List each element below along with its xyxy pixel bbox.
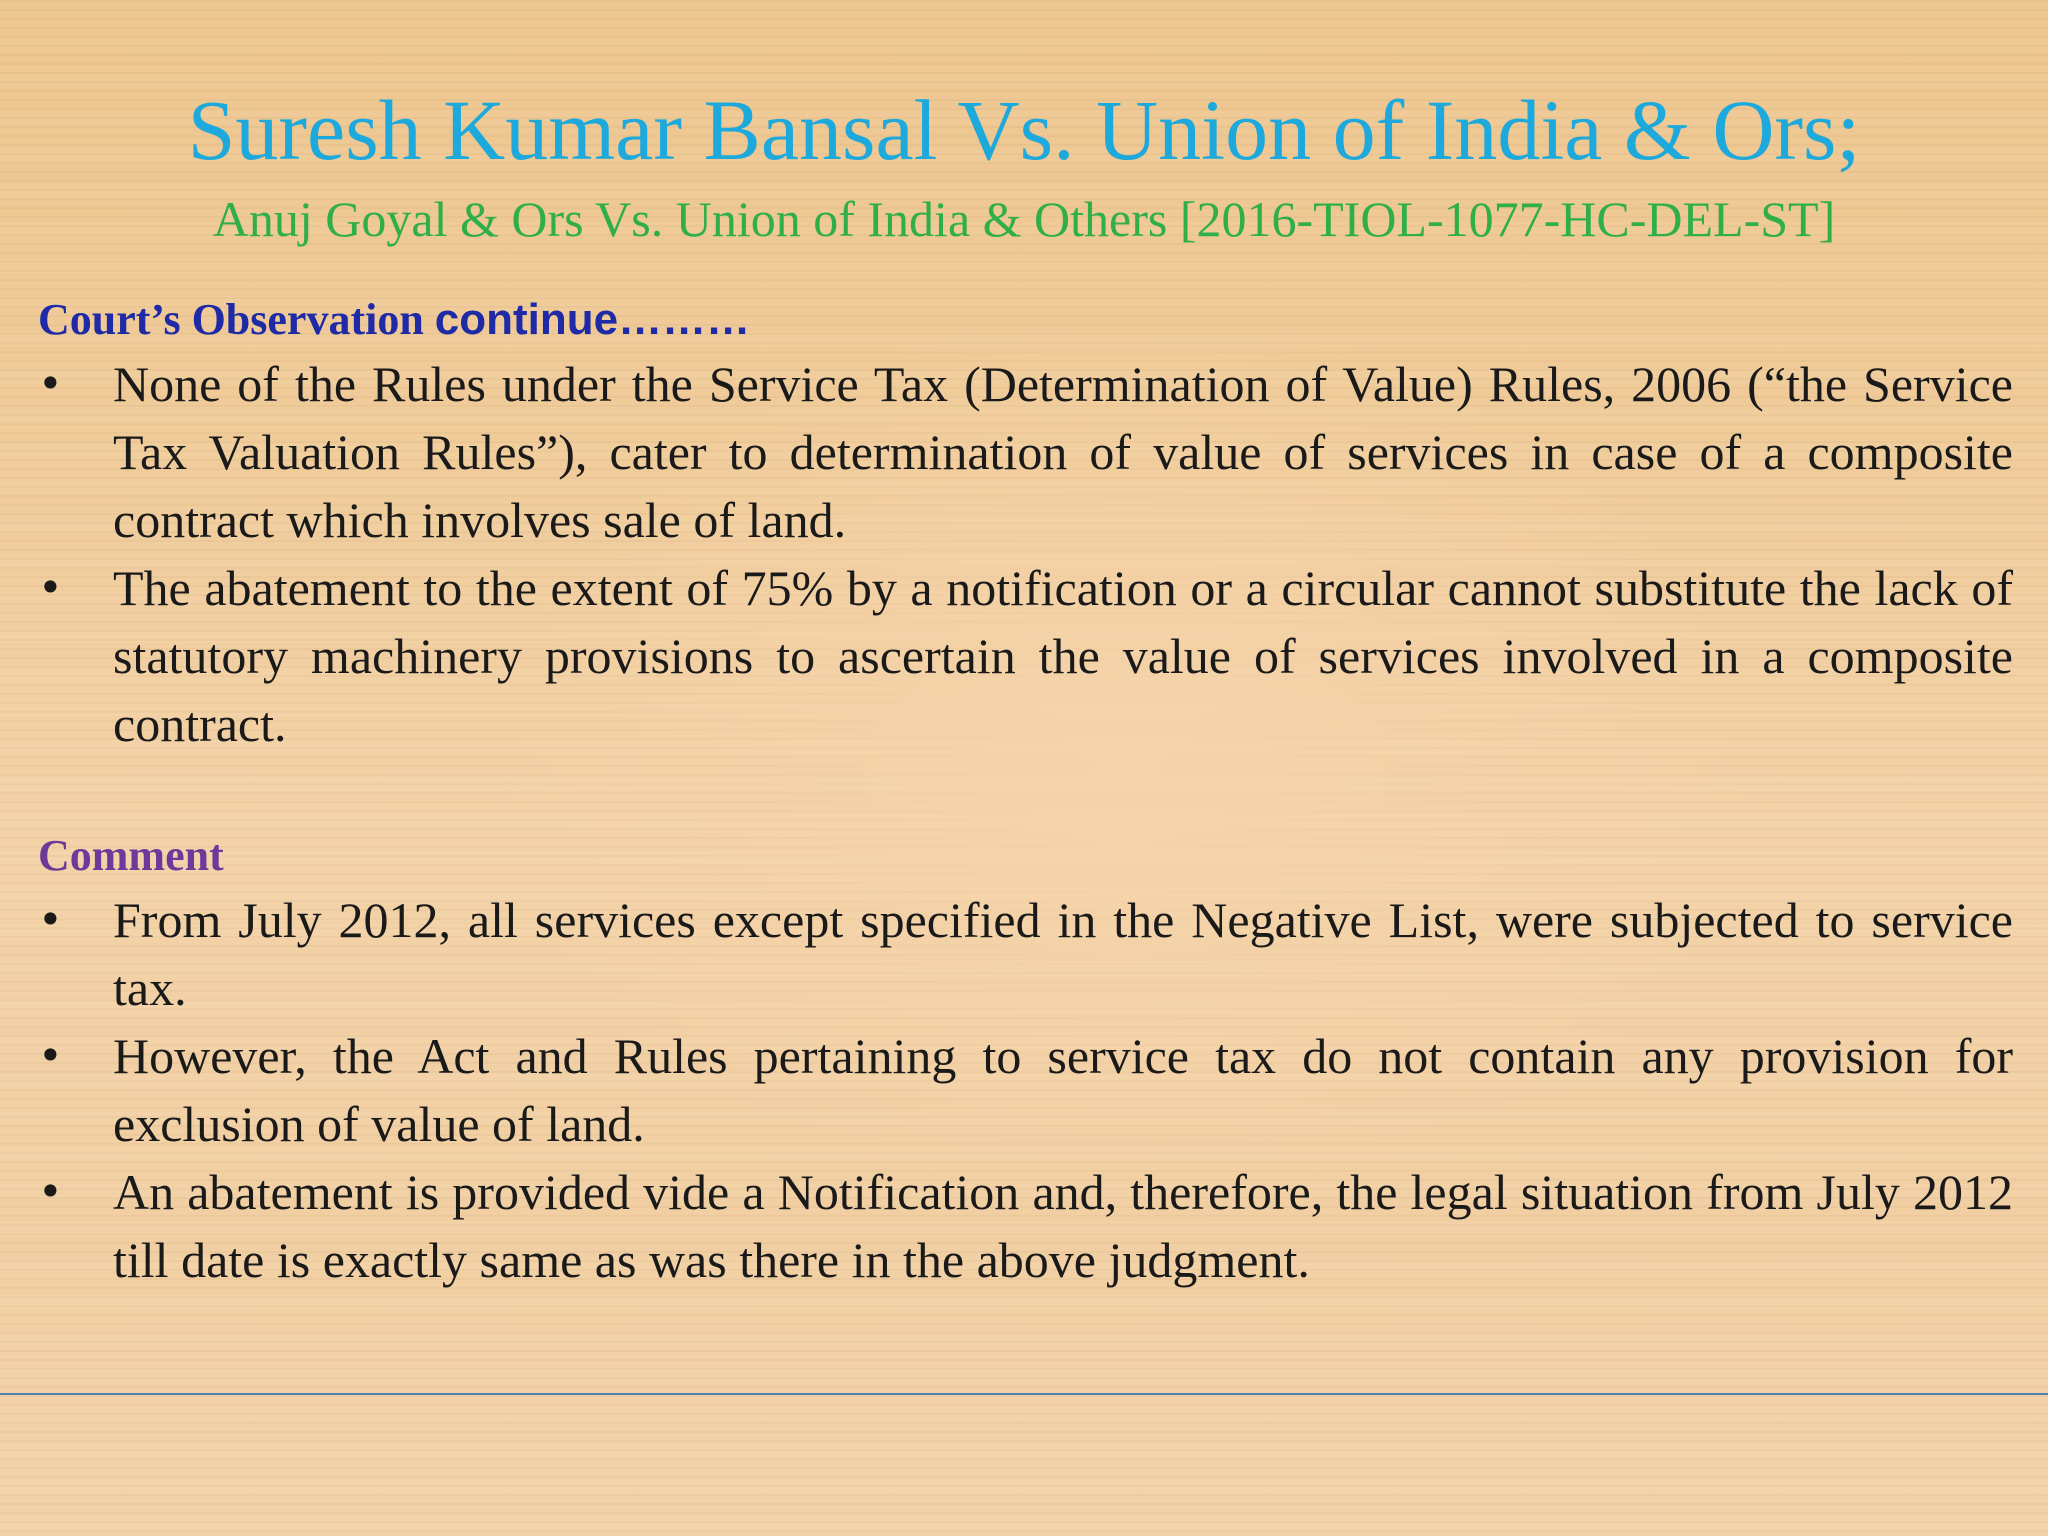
slide-content (38, 290, 2013, 1294)
comment-heading: Comment (38, 831, 224, 880)
observation-heading-suffix: continue……… (434, 295, 751, 344)
observation-bullet-1-text: None of the Rules under the Service Tax (Determination of Value) Rules, 2006 (“the Service Tax Valuation Rules”), cater to determination of value of services in case of a composite contract which involves sale of land. (113, 356, 2013, 548)
observation-bullet-2 (38, 554, 2013, 758)
bullet-icon: • (38, 359, 63, 408)
bullet-icon: • (38, 1031, 63, 1080)
observation-heading-text: Court’s Observation (38, 295, 424, 344)
comment-bullet-3 (38, 1158, 2013, 1294)
observation-heading (38, 290, 2013, 350)
comment-bullet-2-text: However, the Act and Rules pertaining to service tax do not contain any provision for exclusion of value of land. (113, 1028, 2013, 1152)
comment-bullet-3-text: An abatement is provided vide a Notification and, therefore, the legal situation from July 2012 till date is exactly same as was there in the above judgment. (113, 1164, 2013, 1288)
comment-bullet-1 (38, 886, 2013, 1022)
slide-subtitle: Anuj Goyal & Ors Vs. Union of India & Others [2016-TIOL-1077-HC-DEL-ST] (212, 191, 1836, 247)
comment-bullet-2 (38, 1022, 2013, 1158)
section-spacer (38, 758, 2013, 826)
observation-bullet-1 (38, 350, 2013, 554)
bullet-icon: • (38, 563, 63, 612)
observation-bullet-2-text: The abatement to the extent of 75% by a notification or a circular cannot substitute the lack of statutory machinery provisions to ascertain the value of services involved in a composite contract. (113, 560, 2013, 752)
bullet-icon: • (38, 1167, 63, 1216)
slide-title: Suresh Kumar Bansal Vs. Union of India & Ors; (187, 82, 1861, 178)
observation-bullet-list (38, 350, 2013, 758)
comment-bullet-1-text: From July 2012, all services except specified in the Negative List, were subjected to service tax. (113, 892, 2013, 1016)
comment-bullet-list (38, 886, 2013, 1294)
bottom-divider (0, 1393, 2048, 1395)
bullet-icon: • (38, 895, 63, 944)
